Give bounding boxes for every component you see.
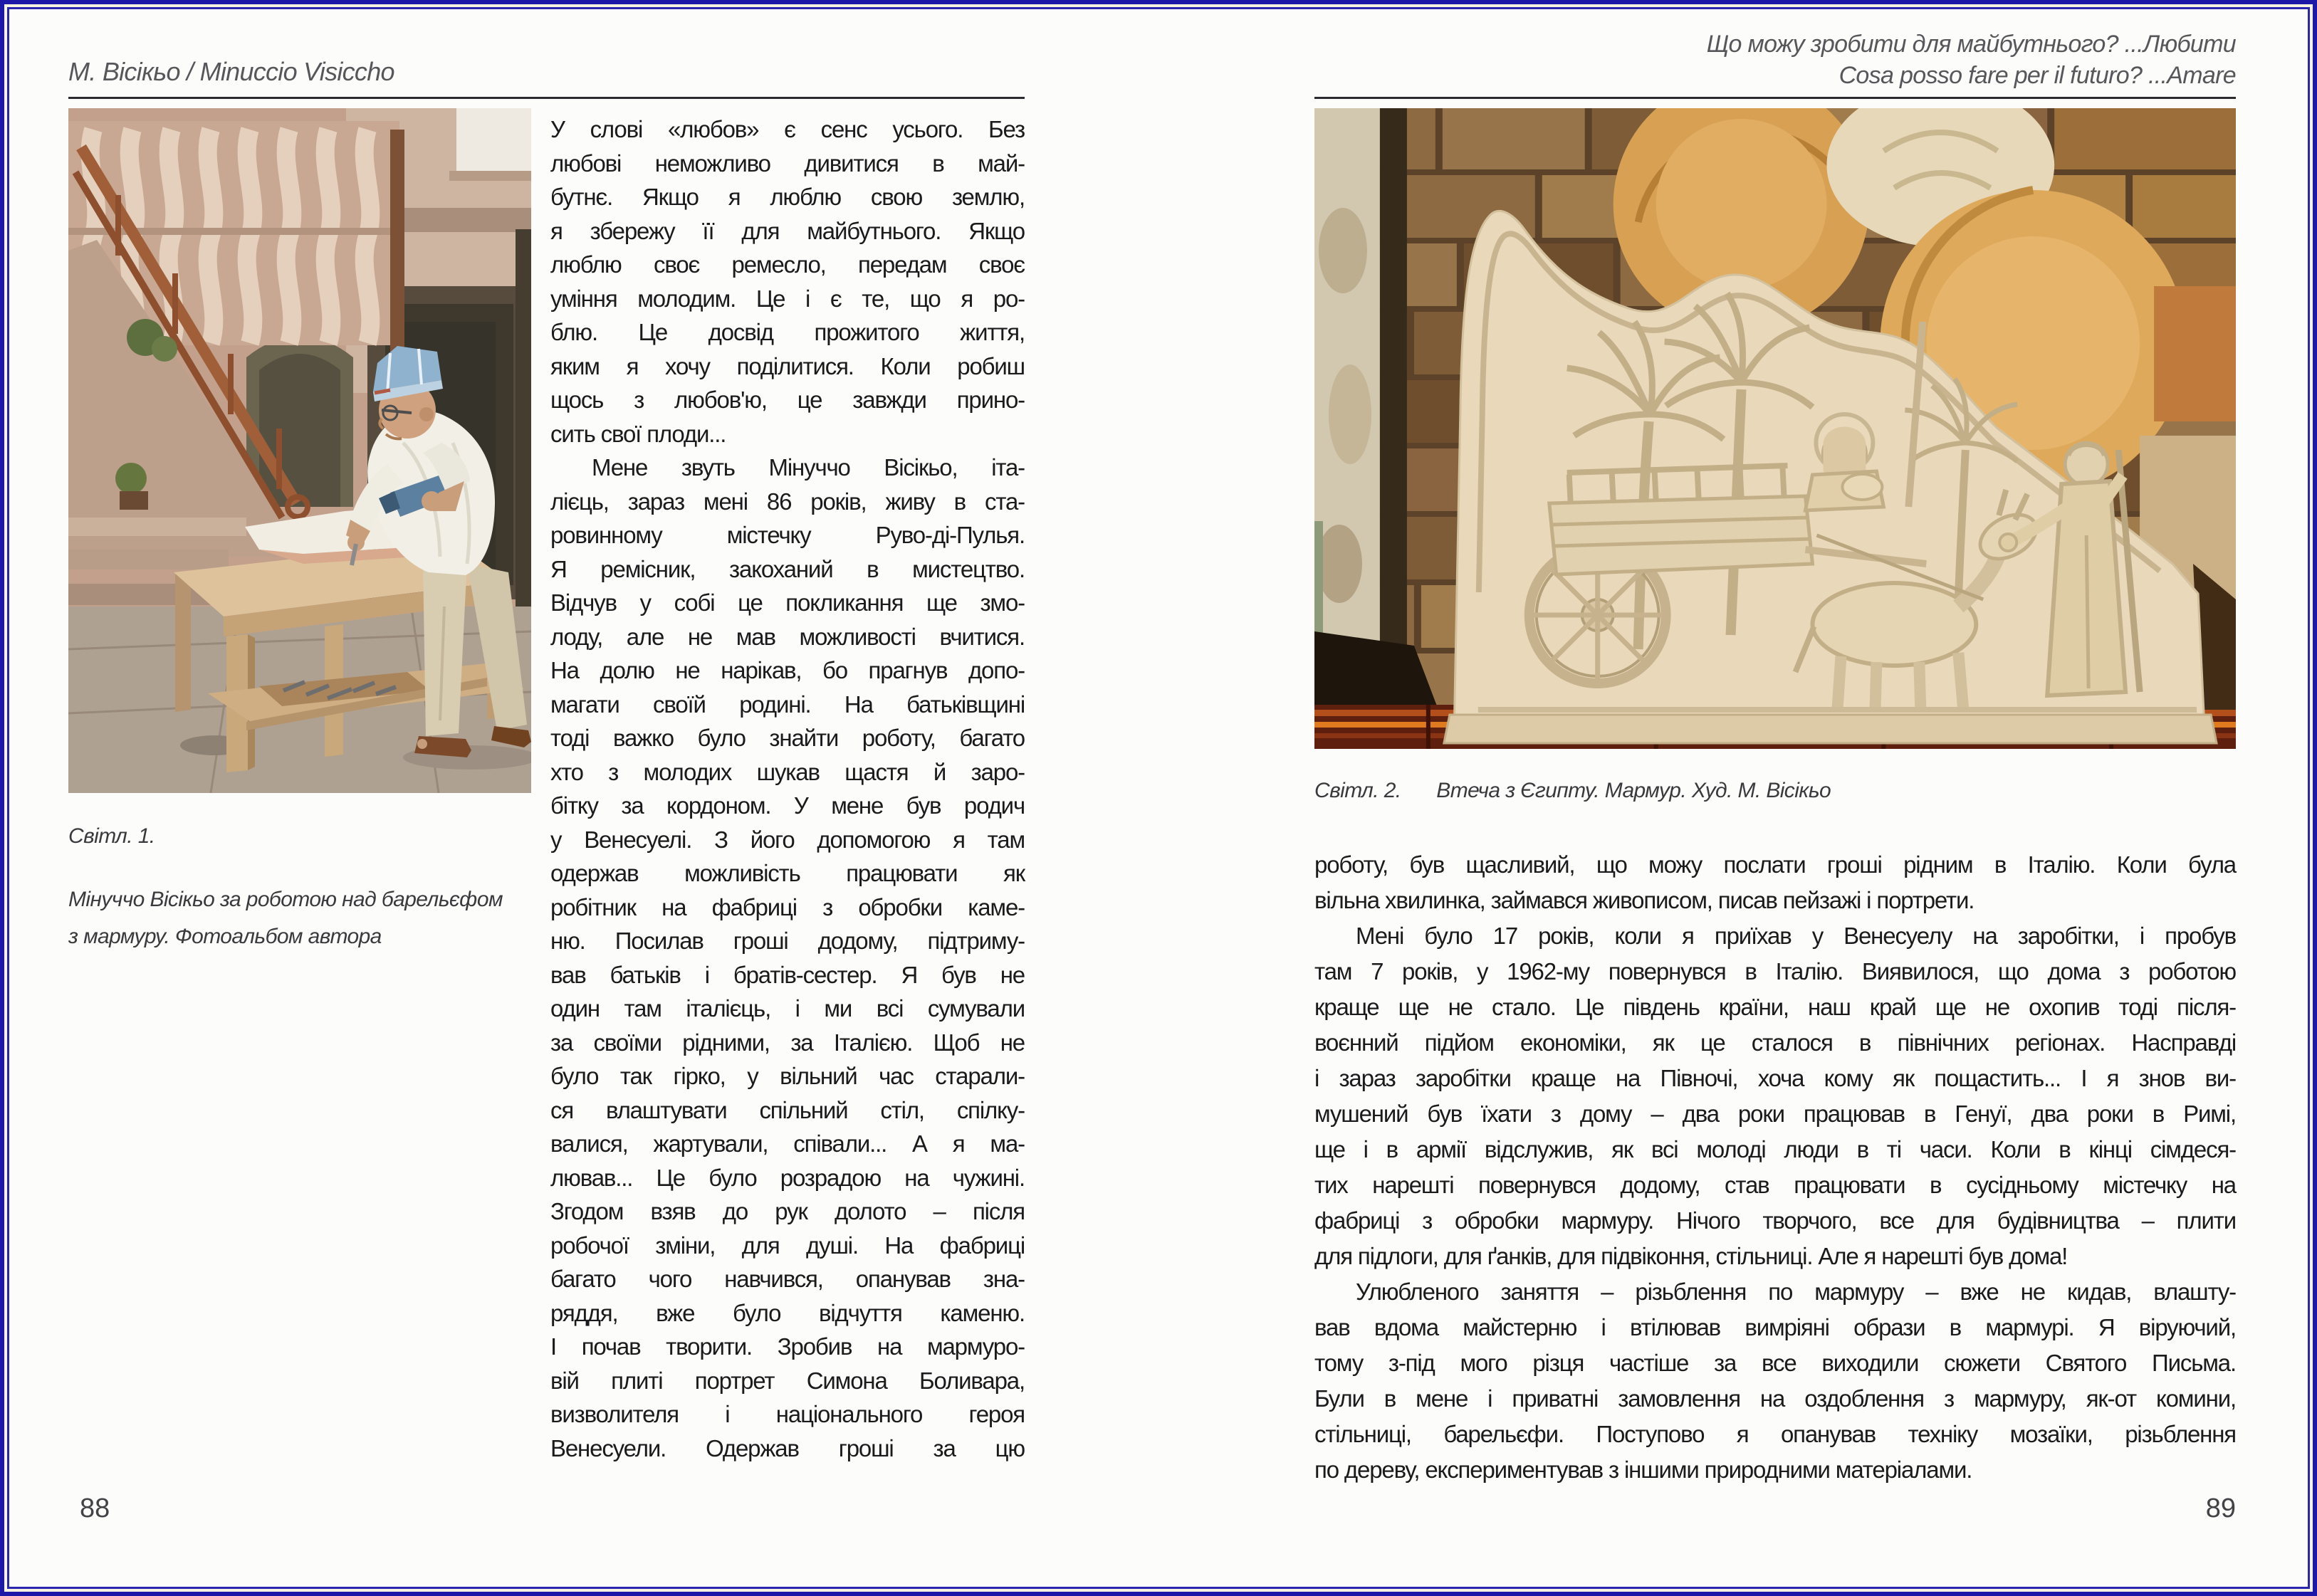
relief-photo [1314, 108, 2236, 749]
text-line: блю. Це досвід прожитого життя, [550, 319, 1025, 345]
text-line: робочої зміни, для душі. На фабриці [550, 1232, 1025, 1259]
right-photo-caption-text: Втеча з Єгипту. Мармур. Худ. М. Вісікьо [1436, 779, 1831, 802]
text-line: бутнє. Якщо я люблю свою землю, [550, 184, 1025, 210]
running-head-line-uk: Що можу зробити для майбутнього? ...Любити [1706, 31, 2236, 58]
text-line: ще і в армії відслужив, як всі молоді люди в ті часи. Коли в кінці сімдеся- [1314, 1136, 2236, 1162]
text-line: І почав творити. Зробив на мармуро- [550, 1333, 1025, 1360]
text-line: любові неможливо дивитися в май- [550, 149, 1025, 177]
caption-line: Мінуччо Вісікьо за роботою над барельєфом [68, 888, 503, 911]
sculptor-photo-illustration [68, 108, 531, 793]
left-photo-caption [68, 881, 503, 955]
text-line: люблю своє ремесло, передам своє [550, 251, 1025, 278]
text-line: ровинному містечку Руво-ді-Пулья. [550, 522, 1025, 548]
text-line: я збережу її для майбутнього. Якщо [550, 217, 1025, 244]
text-line: ню. Посилав гроші додому, підтриму- [550, 928, 1025, 954]
running-head-line-it: Cosa posso fare per il futuro? ...Amare [1839, 62, 2236, 89]
text-line: На долю не нарікав, бо прагнув допо- [550, 657, 1025, 683]
text-line: і зараз заробітки краще на Півночі, хоча кому як пощастить... І я знов ви- [1314, 1065, 2236, 1091]
text-line: краще ще не стало. Це південь країни, наш край ще не охопив тоді після- [1314, 994, 2236, 1020]
text-line: вав вдома майстерню і втілював вимріяні образи в мармурі. Я віруючий, [1314, 1314, 2236, 1340]
text-line: Я ремісник, закоханий в мистецтво. [550, 555, 1025, 582]
text-line: стільниці, барельєфи. Поступово я опанував техніку мозаїки, різьблення [1314, 1421, 2236, 1447]
left-photo-caption-label: Світл. 1. [68, 824, 155, 848]
text-line: за своїми рідними, за Італією. Щоб не [550, 1029, 1025, 1056]
text-line: роботу, був щасливий, що можу послати гроші рідним в Італію. Коли була [1314, 851, 2236, 878]
text-line: по дереву, експериментував з іншими природними матеріалами. [1314, 1456, 1972, 1483]
text-line: мушений був їхати з дому – два роки працював в Генуї, два роки в Римі, [1314, 1101, 2236, 1127]
text-line: яким я хочу поділитися. Коли робиш [550, 352, 1025, 379]
text-line: Згодом взяв до рук долото – після [550, 1198, 1025, 1224]
text-line: робітник на фабриці з обробки каме- [550, 893, 1025, 920]
text-line: тоді важко було знайти роботу, багато [550, 725, 1025, 751]
text-line: ряддя, вже було відчуття каменю. [550, 1299, 1025, 1326]
left-header-rule [68, 97, 1025, 99]
left-running-head: М. Вісікьо / Minuccio Visiccho [68, 57, 394, 86]
text-line: Улюбленого заняття – різьблення по мармуру – вже не кидав, влашту- [1356, 1279, 2236, 1305]
text-line: ся влаштувати спільний стіл, спілку- [550, 1096, 1025, 1123]
text-line: валися, жартували, співали... А я ма- [550, 1130, 1025, 1157]
text-line: для підлоги, для ґанків, для підвіконня, стільниці. Але я нарешті був дома! [1314, 1243, 2068, 1269]
caption-line: з мармуру. Фотоальбом автора [68, 925, 382, 948]
text-line: Мені було 17 років, коли я приїхав у Венесуелу на заробітки, і пробув [1356, 923, 2236, 949]
text-line: один там італієць, і ми всі сумували [550, 995, 1025, 1022]
right-photo-caption [1314, 779, 1831, 803]
right-photo-caption-label: Світл. 2. [1314, 779, 1401, 802]
left-page-number: 88 [80, 1493, 110, 1523]
text-line: магати своїй родині. На батьківщині [550, 691, 1025, 718]
text-line: лоду, але не мав можливості вчитися. [550, 623, 1025, 650]
text-line: хто з молодих шукав щастя й заро- [550, 758, 1025, 785]
text-line: щось з любов'ю, це завжди прино- [550, 387, 1025, 413]
text-line: фабриці з обробки мармуру. Нічого творчого, все для будівництва – плити [1314, 1207, 2236, 1234]
text-line: воєнний підйом економіки, як це сталося в північних регіонах. Насправді [1314, 1029, 2236, 1056]
left-text-column [550, 112, 1025, 1465]
right-text-block [1314, 847, 2236, 1488]
text-line: лював... Це було розрадою на чужині. [550, 1164, 1025, 1191]
text-line: там 7 років, у 1962-му повернувся в Італію. Виявилося, що дома з роботою [1314, 958, 2236, 985]
right-page-number: 89 [2205, 1493, 2236, 1523]
text-line: лієць, зараз мені 86 років, живу в ста- [550, 488, 1025, 515]
text-line: Були в мене і приватні замовлення на оздоблення з мармуру, як-от комини, [1314, 1385, 2236, 1412]
text-line: було так гірко, у вільний час старали- [550, 1063, 1025, 1089]
text-line: Мене звуть Мінуччо Вісікьо, іта- [592, 454, 1025, 481]
text-line: одержав можливість працювати як [550, 860, 1025, 886]
text-line: вій плиті портрет Симона Боливара, [550, 1367, 1025, 1394]
text-line: тому з-під мого різця частіше за все виходили сюжети Святого Письма. [1314, 1350, 2236, 1376]
text-line: Відчув у собі це покликання ще змо- [550, 589, 1025, 616]
text-line: Венесуели. Одержав гроші за цю [550, 1434, 1025, 1461]
text-line: сить свої плоди... [550, 420, 726, 447]
text-line: тих нарешті повернувся додому, став працювати в сусідньому містечку на [1314, 1172, 2236, 1198]
right-running-head [1707, 28, 2236, 91]
relief-photo-illustration [1314, 108, 2236, 749]
right-header-rule [1314, 97, 2236, 99]
text-line: вав батьків і братів-сестер. Я був не [550, 961, 1025, 988]
text-line: уміння молодим. Це і є те, що я ро- [550, 285, 1025, 312]
text-line: бітку за кордоном. У мене був родич [550, 792, 1025, 819]
sculptor-photo [68, 108, 531, 793]
text-line: вільна хвилинка, займався живописом, писав пейзажі і портрети. [1314, 887, 1975, 913]
text-line: у Венесуелі. З його допомогою я там [550, 826, 1025, 853]
text-line: визволителя і національного героя [550, 1401, 1025, 1427]
text-line: У слові «любов» є сенс усього. Без [550, 116, 1025, 142]
text-line: багато чого навчився, опанував зна- [550, 1266, 1025, 1292]
